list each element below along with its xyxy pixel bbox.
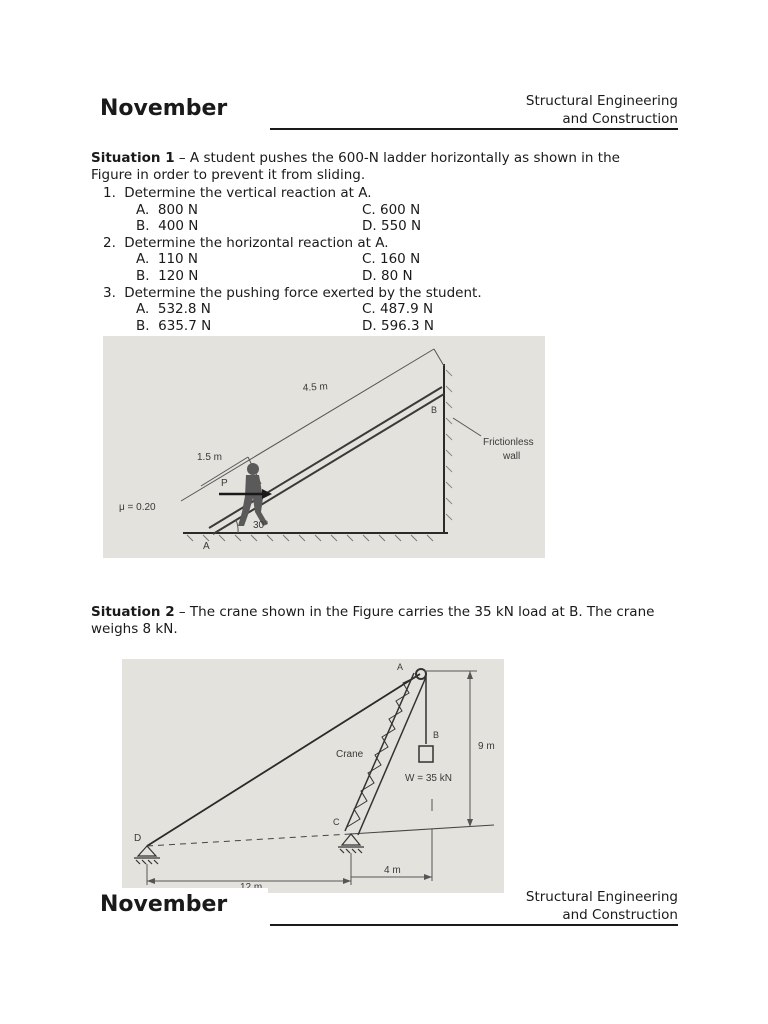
- crane-label: Crane: [336, 749, 364, 760]
- header-org: [460, 92, 678, 128]
- header-month: November: [100, 96, 228, 121]
- point-b-label: B: [431, 405, 438, 415]
- footer-org-line1: Structural Engineering: [525, 889, 678, 905]
- crane-figure: [122, 659, 504, 893]
- friction-label: μ = 0.20: [119, 502, 156, 513]
- choice: C. 160 N: [362, 251, 421, 267]
- question-number: 3.: [103, 285, 116, 301]
- wall-hatch: [446, 370, 452, 520]
- point-a-label: A: [203, 541, 210, 552]
- choice: B. 120 N: [136, 268, 199, 284]
- baseline-dashed: [147, 834, 350, 846]
- dim-line-long: [181, 349, 434, 501]
- choice: B. 400 N: [136, 218, 199, 234]
- wall-label-line1: Frictionless: [483, 437, 534, 448]
- height-label: 9 m: [478, 741, 495, 752]
- wall-label-line2: wall: [503, 451, 521, 462]
- point-c-label: C: [333, 817, 340, 827]
- situation2-intro: [91, 604, 691, 637]
- question-number: 1.: [103, 185, 116, 201]
- choice: C. 487.9 N: [362, 301, 434, 317]
- question-text: Determine the horizontal reaction at A.: [124, 235, 389, 251]
- ground-hatch: [187, 535, 433, 541]
- load-block: [419, 746, 433, 762]
- situation1-text-line1: – A student pushes the 600-N ladder horizontally as shown in the: [174, 150, 620, 166]
- footer-rule: [270, 924, 678, 926]
- question-text: Determine the vertical reaction at A.: [124, 185, 372, 201]
- question-text: Determine the pushing force exerted by the student.: [124, 285, 482, 301]
- dim-label-short: 1.5 m: [197, 452, 223, 463]
- question-2: [103, 235, 388, 252]
- footer-org-line2: and Construction: [562, 907, 678, 923]
- support-c: [338, 834, 364, 853]
- ladder-figure: [103, 336, 545, 558]
- situation2-label: Situation 2: [91, 604, 175, 620]
- situation2-text-line1: – The crane shown in the Figure carries the 35 kN load at B. The crane: [174, 604, 655, 620]
- dim-label-long: 4.5 m: [302, 381, 329, 394]
- choice: D. 596.3 N: [362, 318, 435, 334]
- choice: D. 550 N: [362, 218, 422, 234]
- choice: A. 532.8 N: [136, 301, 211, 317]
- header-org-line2: and Construction: [562, 111, 678, 127]
- choice: A. 800 N: [136, 202, 199, 218]
- question-number: 2.: [103, 235, 116, 251]
- choice: B. 635.7 N: [136, 318, 212, 334]
- situation1-label: Situation 1: [91, 150, 175, 166]
- dist-cb-label: 4 m: [384, 865, 401, 876]
- question-3: [103, 285, 482, 302]
- choice: A. 110 N: [136, 251, 199, 267]
- situation1-text-line2: Figure in order to prevent it from sliding.: [91, 166, 366, 183]
- load-label: W = 35 kN: [405, 773, 452, 784]
- question-1: [103, 185, 371, 202]
- choice: C. 600 N: [362, 202, 421, 218]
- footer-org: [460, 888, 678, 924]
- angle-label: 30°: [253, 520, 269, 531]
- situation2-text-line2: weighs 8 kN.: [91, 620, 178, 637]
- support-d: [134, 846, 160, 864]
- footer-month: November: [100, 892, 228, 917]
- cable-da: [147, 674, 420, 846]
- force-label: P: [221, 478, 228, 489]
- point-a-label: A: [397, 662, 404, 672]
- header-rule: [270, 128, 678, 130]
- header-org-line1: Structural Engineering: [525, 93, 678, 109]
- point-d-label: D: [134, 833, 142, 844]
- choice: D. 80 N: [362, 268, 413, 284]
- situation1-intro: [91, 150, 691, 183]
- point-b-label: B: [433, 730, 440, 740]
